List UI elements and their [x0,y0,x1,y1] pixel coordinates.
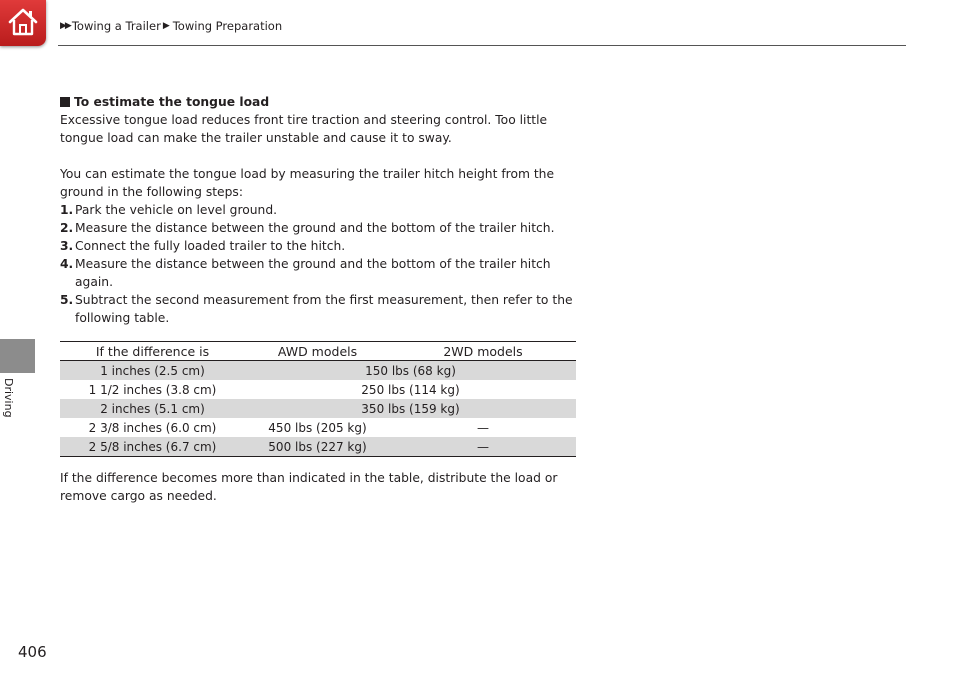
footer-note: If the difference becomes more than indicated in the table, distribute the load or remove cargo as needed. [60,471,558,503]
step-number: 3. [60,239,74,253]
lead-paragraph: You can estimate the tongue load by measuring the trailer hitch height from the ground in the following steps: [60,167,555,199]
list-item [60,237,580,255]
table-row [60,399,576,418]
square-bullet-icon [60,97,70,107]
section-tab-label [2,378,20,438]
table-cell-load: 150 lbs (68 kg) [245,361,576,381]
header-divider [58,45,906,46]
table-header-row [60,342,576,361]
section-tab-text: Driving [2,378,15,418]
table-cell-awd: 500 lbs (227 kg) [245,437,390,457]
step-number: 2. [60,221,74,235]
steps-list [60,201,580,327]
main-content [60,93,580,327]
page-number: 406 [18,643,47,661]
table-cell-difference: 1 inches (2.5 cm) [60,361,245,381]
table-cell-awd: 450 lbs (205 kg) [268,420,367,435]
step-text: Measure the distance between the ground and the bottom of the trailer hitch again. [75,257,551,289]
table-row [60,380,576,399]
list-item [60,219,580,237]
step-number: 5. [60,293,74,307]
step-number: 4. [60,257,74,271]
breadcrumb-arrow-icon: ▶▶ [60,21,70,31]
list-item [60,255,580,291]
breadcrumb-item-towing-a-trailer[interactable]: Towing a Trailer [71,19,161,33]
table-row [60,361,576,381]
step-number: 1. [60,203,74,217]
table-cell-2wd: — [390,437,576,457]
table-cell-difference: 1 1/2 inches (3.8 cm) [88,382,217,397]
home-icon [7,6,39,38]
step-text: Connect the fully loaded trailer to the hitch. [75,239,346,253]
table-cell-2wd: — [477,420,489,435]
table-cell-difference: 2 5/8 inches (6.7 cm) [60,437,245,457]
section-heading [60,93,580,111]
table-row [60,418,576,437]
home-button[interactable] [0,0,46,46]
tongue-load-table [60,341,576,457]
section-title: To estimate the tongue load [74,95,270,109]
list-item [60,291,580,327]
table-cell-difference: 2 inches (5.1 cm) [60,399,245,418]
column-header-2wd: 2WD models [390,342,576,361]
step-text: Measure the distance between the ground and the bottom of the trailer hitch. [75,221,555,235]
column-header-awd: AWD models [245,342,390,361]
table-cell-load: 250 lbs (114 kg) [361,382,460,397]
breadcrumb-arrow-icon: ▶ [162,21,170,31]
breadcrumb-item-towing-preparation[interactable]: Towing Preparation [172,19,283,33]
section-tab-marker [0,339,35,373]
list-item [60,201,580,219]
step-text: Park the vehicle on level ground. [75,203,278,217]
table-cell-difference: 2 3/8 inches (6.0 cm) [88,420,217,435]
intro-paragraph: Excessive tongue load reduces front tire traction and steering control. Too little tongue load can make the trailer unstable and cause it to sway. [60,113,548,145]
breadcrumb [60,19,282,33]
step-text: Subtract the second measurement from the first measurement, then refer to the following table. [75,293,573,325]
column-header-difference: If the difference is [60,342,245,361]
table-row [60,437,576,457]
table-cell-load: 350 lbs (159 kg) [245,399,576,418]
